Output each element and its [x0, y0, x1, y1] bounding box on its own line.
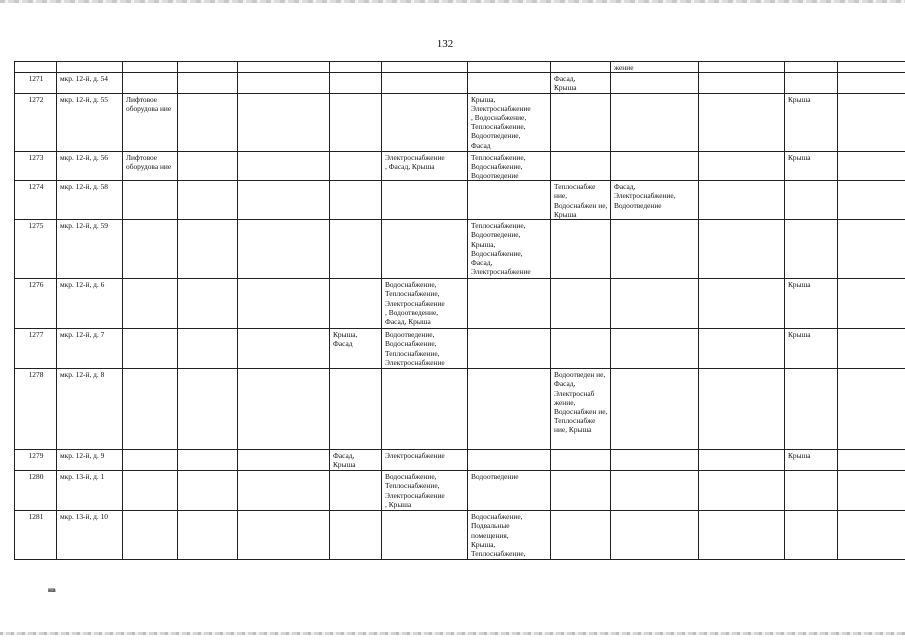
work-type-cell	[330, 220, 382, 279]
work-type-cell	[330, 471, 382, 511]
work-type-cell	[123, 181, 178, 220]
address-cell: мкр. 12-й, д. 6	[57, 279, 123, 329]
work-type-cell	[330, 73, 382, 93]
address-cell: мкр. 12-й, д. 54	[57, 73, 123, 93]
work-type-cell	[699, 73, 785, 93]
table-header-row	[15, 62, 905, 73]
work-type-cell	[699, 151, 785, 181]
table-row	[15, 471, 905, 511]
table-row	[15, 369, 905, 450]
table-row	[15, 93, 905, 151]
address-cell: мкр. 12-й, д. 8	[57, 369, 123, 450]
row-number-cell: 1279	[15, 450, 57, 471]
work-type-cell	[611, 511, 699, 560]
table-row	[15, 220, 905, 279]
work-type-cell: Фасад, Крыша	[551, 73, 611, 93]
work-type-cell	[785, 73, 838, 93]
work-type-cell	[178, 93, 238, 151]
work-type-cell	[611, 471, 699, 511]
address-cell: мкр. 12-й, д. 55	[57, 93, 123, 151]
work-type-cell	[238, 511, 330, 560]
header-cell	[330, 62, 382, 73]
work-type-cell	[699, 220, 785, 279]
work-type-cell	[611, 73, 699, 93]
work-type-cell: Крыша	[785, 151, 838, 181]
work-type-cell	[551, 220, 611, 279]
work-type-cell	[123, 220, 178, 279]
row-number-cell: 1281	[15, 511, 57, 560]
work-type-cell	[699, 279, 785, 329]
table-row	[15, 181, 905, 220]
header-cell	[699, 62, 785, 73]
work-type-cell	[123, 450, 178, 471]
work-type-cell: Крыша	[785, 279, 838, 329]
work-type-cell	[178, 511, 238, 560]
header-cell	[382, 62, 468, 73]
row-number-cell: 1280	[15, 471, 57, 511]
work-type-cell	[382, 73, 468, 93]
work-type-cell: Крыша	[785, 329, 838, 369]
row-number-cell: 1272	[15, 93, 57, 151]
row-number-cell: 1271	[15, 73, 57, 93]
work-type-cell	[785, 181, 838, 220]
table-row	[15, 450, 905, 471]
empty-cell	[838, 279, 905, 329]
work-type-cell	[382, 220, 468, 279]
address-cell: мкр. 12-й, д. 56	[57, 151, 123, 181]
work-type-cell	[699, 369, 785, 450]
work-type-cell	[785, 369, 838, 450]
work-type-cell	[785, 511, 838, 560]
work-type-cell: Крыша, Электроснабжение , Водоснабжение, Теплоснабжение, Водоотведение, Фасад	[468, 93, 551, 151]
work-type-cell: Фасад, Электроснабжение, Водоотведение	[611, 181, 699, 220]
address-cell: мкр. 12-й, д. 7	[57, 329, 123, 369]
row-number-cell: 1276	[15, 279, 57, 329]
work-type-cell: Электроснабжение , Фасад, Крыша	[382, 151, 468, 181]
empty-cell	[838, 450, 905, 471]
table-row	[15, 151, 905, 181]
work-type-cell: Крыша	[785, 93, 838, 151]
scan-edge-top	[0, 0, 905, 3]
work-type-cell	[238, 73, 330, 93]
work-type-cell	[123, 73, 178, 93]
work-type-cell	[611, 450, 699, 471]
work-type-cell: Водоснабжение, Теплоснабжение, Электроснабжение , Водоотведение, Фасад, Крыша	[382, 279, 468, 329]
work-type-cell	[238, 471, 330, 511]
work-type-cell: Лифтовое оборудова ние	[123, 93, 178, 151]
work-type-cell	[468, 73, 551, 93]
work-type-cell: Фасад, Крыша	[330, 450, 382, 471]
empty-cell	[838, 151, 905, 181]
work-type-cell	[178, 279, 238, 329]
work-type-cell	[330, 511, 382, 560]
work-type-cell: Крыша, Фасад	[330, 329, 382, 369]
empty-cell	[838, 511, 905, 560]
work-type-cell	[699, 181, 785, 220]
work-type-cell	[330, 151, 382, 181]
work-type-cell	[178, 151, 238, 181]
work-type-cell	[611, 93, 699, 151]
work-type-cell	[238, 151, 330, 181]
footer-mark: нв	[48, 586, 56, 594]
work-type-cell	[382, 181, 468, 220]
table-row	[15, 279, 905, 329]
work-type-cell	[178, 73, 238, 93]
address-cell: мкр. 13-й, д. 10	[57, 511, 123, 560]
work-type-cell	[785, 471, 838, 511]
work-type-cell	[468, 279, 551, 329]
row-number-cell: 1273	[15, 151, 57, 181]
scan-edge-bottom	[0, 632, 905, 635]
work-type-cell	[330, 93, 382, 151]
work-type-cell	[178, 450, 238, 471]
row-number-cell: 1277	[15, 329, 57, 369]
work-type-cell	[551, 511, 611, 560]
header-cell	[238, 62, 330, 73]
work-type-cell	[551, 450, 611, 471]
work-type-cell	[699, 93, 785, 151]
capital-repair-schedule-table	[14, 61, 905, 560]
work-type-cell	[178, 369, 238, 450]
work-type-cell	[785, 220, 838, 279]
work-type-cell	[123, 369, 178, 450]
header-cell	[468, 62, 551, 73]
address-cell: мкр. 12-й, д. 58	[57, 181, 123, 220]
address-cell: мкр. 12-й, д. 59	[57, 220, 123, 279]
empty-cell	[838, 73, 905, 93]
row-number-cell: 1274	[15, 181, 57, 220]
work-type-cell: Теплоснабжение, Водоснабжение, Водоотведение	[468, 151, 551, 181]
header-cell	[123, 62, 178, 73]
table-row	[15, 73, 905, 93]
header-cell	[57, 62, 123, 73]
empty-cell	[838, 329, 905, 369]
work-type-cell	[551, 471, 611, 511]
work-type-cell	[382, 511, 468, 560]
work-type-cell	[123, 471, 178, 511]
work-type-cell	[238, 279, 330, 329]
work-type-cell	[330, 369, 382, 450]
address-cell: мкр. 12-й, д. 9	[57, 450, 123, 471]
work-type-cell	[611, 279, 699, 329]
work-type-cell	[123, 329, 178, 369]
work-type-cell: Теплоснабже ние, Водоснабжен ие, Крыша	[551, 181, 611, 220]
empty-cell	[838, 220, 905, 279]
work-type-cell	[238, 93, 330, 151]
work-type-cell	[123, 511, 178, 560]
table-row	[15, 329, 905, 369]
work-type-cell: Водоснабжение, Подвальные помещения, Крыша, Теплоснабжение,	[468, 511, 551, 560]
work-type-cell: Водоснабжение, Теплоснабжение, Электроснабжение , Крыша	[382, 471, 468, 511]
work-type-cell	[699, 450, 785, 471]
work-type-cell: Лифтовое оборудова ние	[123, 151, 178, 181]
page-number: 132	[436, 38, 454, 50]
work-type-cell	[699, 329, 785, 369]
work-type-cell	[551, 151, 611, 181]
empty-cell	[838, 471, 905, 511]
work-type-cell	[178, 329, 238, 369]
work-type-cell	[468, 369, 551, 450]
work-type-cell	[699, 511, 785, 560]
table-row	[15, 511, 905, 560]
work-type-cell	[468, 329, 551, 369]
work-type-cell: Водоотведение, Водоснабжение, Теплоснабжение, Электроснабжение	[382, 329, 468, 369]
work-type-cell	[330, 181, 382, 220]
work-type-cell	[382, 369, 468, 450]
work-type-cell	[238, 369, 330, 450]
work-type-cell	[611, 151, 699, 181]
work-type-cell	[178, 181, 238, 220]
header-cell	[785, 62, 838, 73]
work-type-cell	[382, 93, 468, 151]
work-type-cell	[611, 220, 699, 279]
work-type-cell	[551, 329, 611, 369]
work-type-cell	[611, 369, 699, 450]
work-type-cell: Крыша	[785, 450, 838, 471]
work-type-cell	[468, 450, 551, 471]
work-type-cell	[468, 181, 551, 220]
work-type-cell	[178, 220, 238, 279]
header-cell	[15, 62, 57, 73]
header-cell: жение	[611, 62, 699, 73]
header-cell	[838, 62, 905, 73]
work-type-cell	[551, 279, 611, 329]
row-number-cell: 1278	[15, 369, 57, 450]
empty-cell	[838, 93, 905, 151]
work-type-cell: Водоотведен ие, Фасад, Электроснаб жение, Водоснабжен ие, Теплоснабже ние, Крыша	[551, 369, 611, 450]
work-type-cell: Водоотведение	[468, 471, 551, 511]
work-type-cell	[238, 329, 330, 369]
work-type-cell	[238, 181, 330, 220]
work-type-cell	[330, 279, 382, 329]
row-number-cell: 1275	[15, 220, 57, 279]
work-type-cell	[123, 279, 178, 329]
empty-cell	[838, 181, 905, 220]
work-type-cell	[238, 220, 330, 279]
work-type-cell	[178, 471, 238, 511]
work-type-cell	[611, 329, 699, 369]
address-cell: мкр. 13-й, д. 1	[57, 471, 123, 511]
work-type-cell	[551, 93, 611, 151]
empty-cell	[838, 369, 905, 450]
work-type-cell: Теплоснабжение, Водоотведение, Крыша, Водоснабжение, Фасад, Электроснабжение	[468, 220, 551, 279]
header-cell	[551, 62, 611, 73]
work-type-cell	[699, 471, 785, 511]
header-cell	[178, 62, 238, 73]
work-type-cell	[238, 450, 330, 471]
work-type-cell: Электроснабжение	[382, 450, 468, 471]
